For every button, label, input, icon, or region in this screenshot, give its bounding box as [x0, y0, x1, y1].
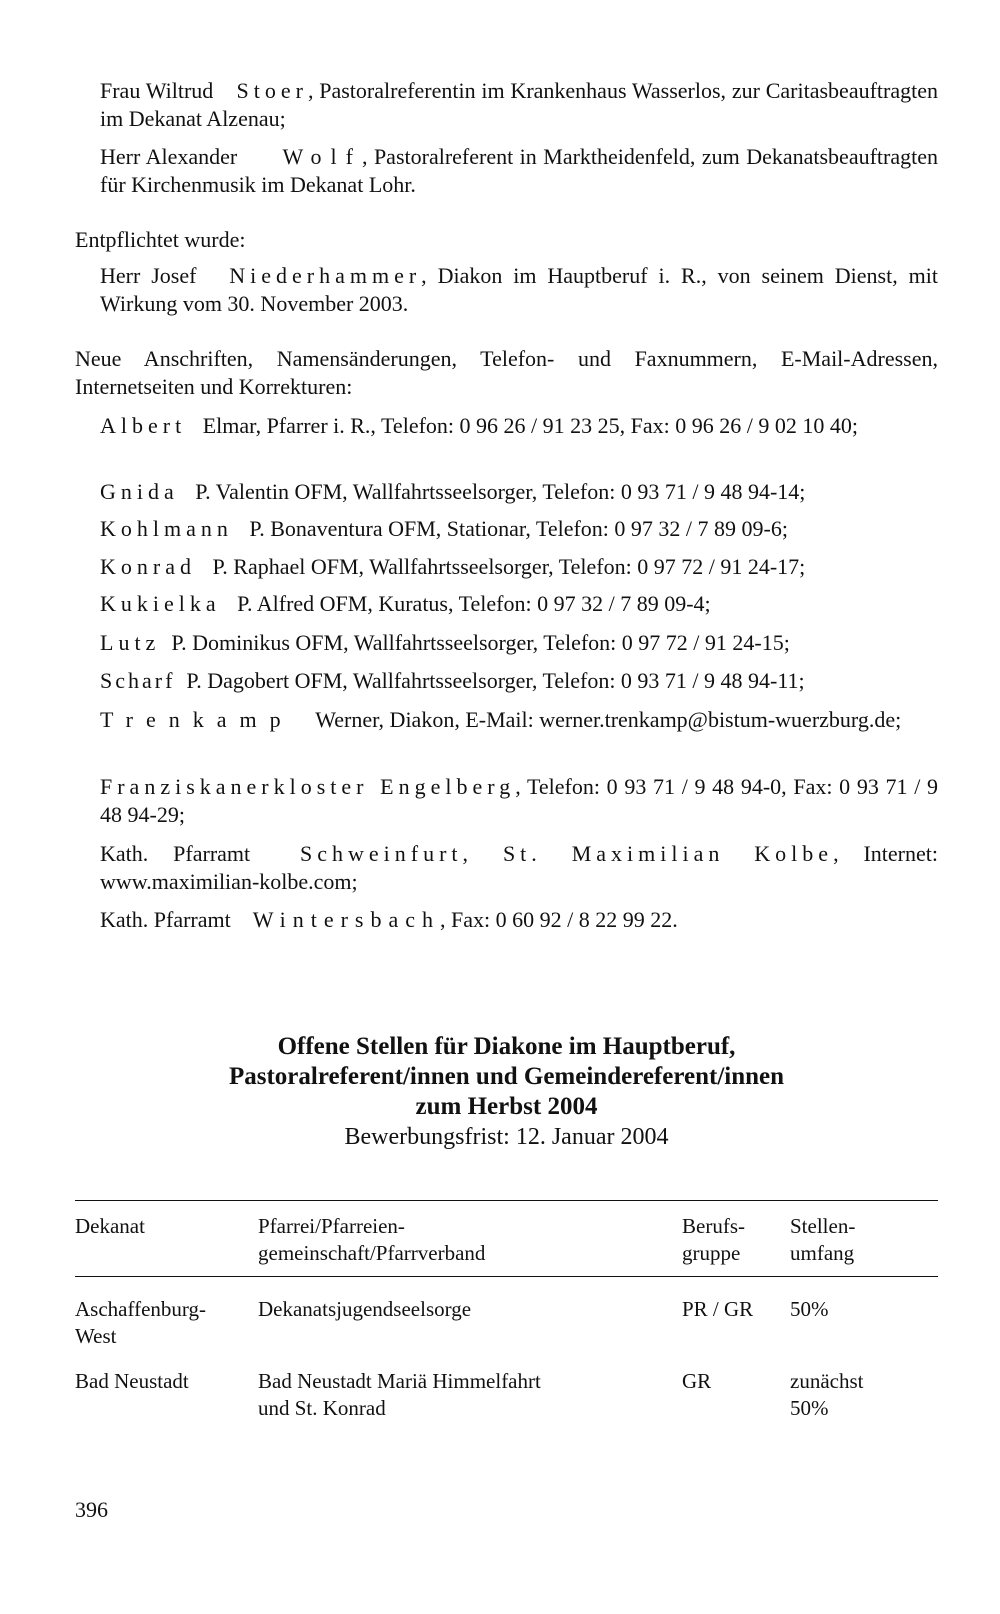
entry-name: Wintersbach — [252, 907, 441, 932]
header-umfang-line1: Stellen- — [790, 1214, 856, 1238]
appointment-stoer — [100, 77, 938, 133]
entry-text: P. Raphael OFM, Wallfahrtsseelsorger, Telefon: 0 97 72 / 91 24-17; — [212, 554, 806, 579]
address-entry — [100, 706, 938, 734]
address-entry — [100, 667, 938, 695]
address-entry-wintersbach — [100, 906, 938, 934]
table-top-rule — [75, 1200, 938, 1201]
row-pfarrei-line1: Dekanatsjugendseelsorge — [258, 1297, 472, 1321]
person-prefix: Herr Josef — [100, 263, 197, 288]
vacancies-title-line3: zum Herbst 2004 — [415, 1093, 598, 1120]
address-entry — [100, 553, 938, 581]
header-pfarrei-line2: gemeinschaft/Pfarrverband — [258, 1241, 486, 1265]
entry-name: Scharf — [100, 668, 176, 693]
header-pfarrei-line1: Pfarrei/Pfarreien- — [258, 1214, 405, 1238]
appointment-text: , Pastoralreferentin im Krankenhaus Wasserlos, zur Caritasbeauftragten im Dekanat Alzenau; — [100, 78, 938, 131]
entry-text: Elmar, Pfarrer i. R., Telefon: 0 96 26 / 91 23 25, Fax: 0 96 26 / 9 02 10 40; — [202, 413, 858, 438]
row-beruf: GR — [682, 1369, 712, 1393]
entry-name: Konrad — [100, 554, 196, 579]
address-entry — [100, 590, 938, 618]
person-name: Niederhammer — [229, 263, 422, 288]
row-dekanat-line1: Aschaffenburg- — [75, 1297, 207, 1321]
appointment-wolf — [100, 143, 938, 199]
entry-name: Gnida — [100, 479, 179, 504]
address-entry — [100, 478, 938, 506]
row-dekanat-line1: Bad Neustadt — [75, 1369, 189, 1393]
row-pfarrei-line2: und St. Konrad — [258, 1396, 386, 1420]
entry-text: P. Valentin OFM, Wallfahrtsseelsorger, Telefon: 0 93 71 / 9 48 94-14; — [195, 479, 806, 504]
entry-name: Franziskanerkloster Engelberg — [100, 774, 516, 799]
entry-name: Trenkamp — [100, 707, 294, 732]
table-header-rule — [75, 1276, 938, 1277]
entry-text: , Fax: 0 60 92 / 8 22 99 22. — [440, 907, 678, 932]
entry-prefix: Kath. Pfarramt — [100, 907, 231, 932]
entry-text: , Internet: www.maximilian-kolbe.com; — [100, 841, 939, 894]
address-entry — [100, 515, 938, 543]
entry-name: Albert — [100, 413, 187, 438]
entry-name: Schweinfurt, St. Maximilian Kolbe — [300, 841, 834, 866]
release-niederhammer — [100, 262, 938, 318]
release-heading: Entpflichtet wurde: — [75, 227, 246, 252]
row-pfarrei-line1: Bad Neustadt Mariä Himmelfahrt — [258, 1369, 541, 1393]
vacancies-title-line1: Offene Stellen für Diakone im Hauptberuf, — [277, 1033, 736, 1060]
address-entry — [100, 629, 938, 657]
person-prefix: Frau Wiltrud — [100, 78, 214, 103]
header-beruf-line1: Berufs- — [682, 1214, 745, 1238]
row-umfang-line1: zunächst — [790, 1369, 864, 1393]
entry-text: P. Alfred OFM, Kuratus, Telefon: 0 97 32 / 7 89 09-4; — [237, 591, 711, 616]
entry-name: Kukielka — [100, 591, 221, 616]
header-beruf-line2: gruppe — [682, 1241, 741, 1265]
entry-text: , Telefon: 0 93 71 / 9 48 94-0, Fax: 0 93 71 / 9 48 94-29; — [100, 774, 939, 827]
entry-text: P. Dominikus OFM, Wallfahrtsseelsorger, Telefon: 0 97 72 / 91 24-15; — [171, 630, 790, 655]
address-entry-kloster — [100, 773, 938, 829]
entry-name: Kohlmann — [100, 516, 233, 541]
addresses-heading: Neue Anschriften, Namensänderungen, Telefon- und Faxnummern, E-Mail-Adressen, Internetseiten und Korrekturen: — [75, 346, 938, 399]
release-text: , Diakon im Hauptberuf i. R., von seinem Dienst, mit Wirkung vom 30. November 2003. — [100, 263, 938, 316]
header-umfang-line2: umfang — [790, 1241, 855, 1265]
entry-prefix: Kath. Pfarramt — [100, 841, 251, 866]
row-umfang-line1: 50% — [790, 1297, 829, 1321]
person-prefix: Herr Alexander — [100, 144, 238, 169]
address-entry — [100, 412, 938, 440]
appointment-text: , Pastoralreferent in Marktheidenfeld, zum Dekanatsbeauftragten für Kirchenmusik im Dekanat Lohr. — [100, 144, 938, 197]
row-umfang-line2: 50% — [790, 1396, 829, 1420]
row-beruf: PR / GR — [682, 1297, 754, 1321]
page-number: 396 — [75, 1497, 108, 1522]
entry-text: P. Dagobert OFM, Wallfahrtsseelsorger, Telefon: 0 93 71 / 9 48 94-11; — [186, 668, 805, 693]
vacancies-deadline: Bewerbungsfrist: 12. Januar 2004 — [344, 1124, 669, 1150]
person-name: Wolf — [282, 144, 362, 169]
row-dekanat-line2: West — [75, 1324, 117, 1348]
vacancies-title-line2: Pastoralreferent/innen und Gemeindereferent/innen — [228, 1063, 785, 1090]
vacancies-heading — [75, 1032, 938, 1152]
header-dekanat: Dekanat — [75, 1214, 145, 1238]
entry-text: P. Bonaventura OFM, Stationar, Telefon: 0 97 32 / 7 89 09-6; — [249, 516, 788, 541]
person-name: Stoer — [236, 78, 308, 103]
address-entry-schweinfurt — [100, 840, 938, 896]
entry-name: Lutz — [100, 630, 161, 655]
entry-text: Werner, Diakon, E-Mail: werner.trenkamp@bistum-wuerzburg.de; — [315, 707, 902, 732]
